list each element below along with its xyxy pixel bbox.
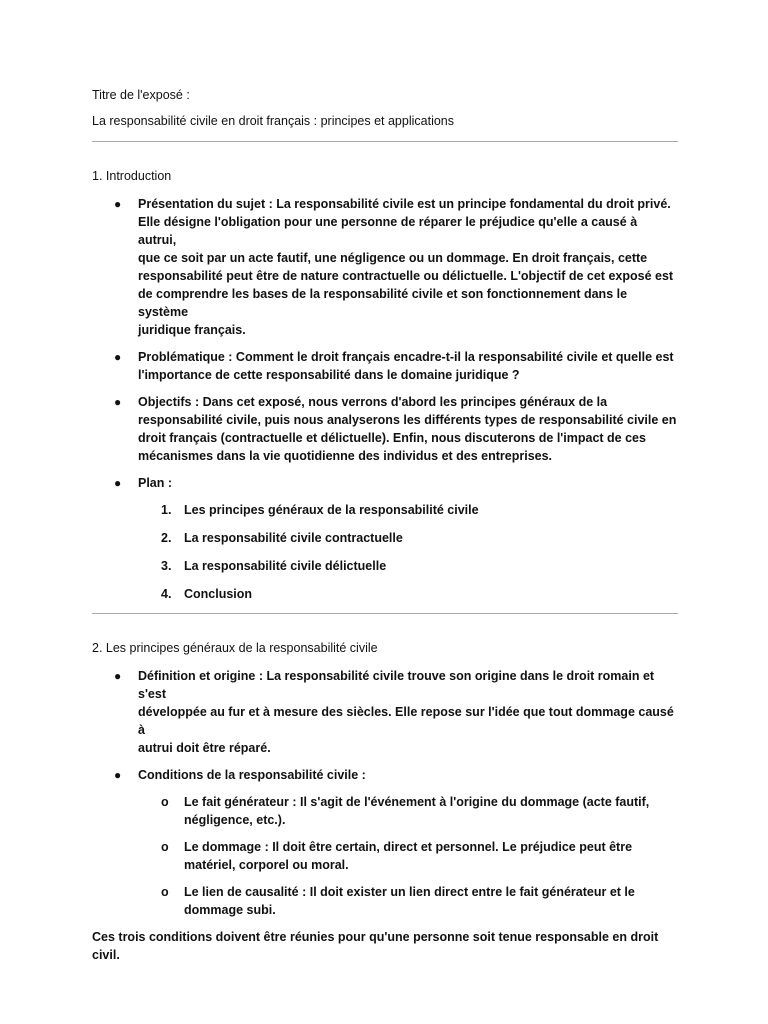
list-item — [92, 474, 678, 492]
plan-text: Conclusion — [184, 587, 253, 601]
bullet-icon: ● — [114, 669, 122, 683]
bullet-line: Plan : — [138, 476, 173, 490]
closing-paragraph — [92, 928, 678, 964]
bullet-icon: ● — [114, 768, 122, 782]
plan-number: 1. — [161, 503, 172, 517]
condition-line: dommage subi. — [184, 903, 276, 917]
list-item — [92, 393, 678, 465]
bullet-icon: ● — [114, 476, 122, 490]
bullet-line: Objectifs : Dans cet exposé, nous verrons d'abord les principes généraux de la — [138, 395, 608, 409]
document-page — [92, 86, 678, 964]
condition-item — [92, 838, 678, 874]
section-heading-principes: 2. Les principes généraux de la responsabilité civile — [92, 641, 378, 655]
bullet-line: mécanismes dans la vie quotidienne des individus et des entreprises. — [138, 449, 553, 463]
plan-text: La responsabilité civile contractuelle — [184, 531, 403, 545]
circle-bullet-icon: o — [161, 840, 169, 854]
bullet-icon: ● — [114, 395, 122, 409]
bullet-line: autrui doit être réparé. — [138, 741, 271, 755]
bullet-line: responsabilité peut être de nature contractuelle ou délictuelle. L'objectif de cet exposé est — [138, 269, 674, 283]
closing-line: Ces trois conditions doivent être réunies pour qu'une personne soit tenue responsable en droit — [92, 930, 659, 944]
plan-text: Les principes généraux de la responsabilité civile — [184, 503, 479, 517]
list-item — [92, 348, 678, 384]
condition-line: Le dommage : Il doit être certain, direct et personnel. Le préjudice peut être — [184, 840, 633, 854]
condition-line: Le lien de causalité : Il doit exister un lien direct entre le fait générateur et le — [184, 885, 635, 899]
bullet-line: Problématique : Comment le droit français encadre-t-il la responsabilité civile et quelle est — [138, 350, 674, 364]
condition-item — [92, 793, 678, 829]
list-item — [92, 667, 678, 757]
circle-bullet-icon: o — [161, 885, 169, 899]
bullet-line: juridique français. — [138, 323, 246, 337]
condition-item — [92, 883, 678, 919]
bullet-line: que ce soit par un acte fautif, une négligence ou un dommage. En droit français, cette — [138, 251, 648, 265]
plan-number: 2. — [161, 531, 172, 545]
plan-item — [92, 557, 678, 575]
bullet-line: responsabilité civile, puis nous analyserons les différents types de responsabilité civile en — [138, 413, 677, 427]
bullet-line: Présentation du sujet : La responsabilité civile est un principe fondamental du droit privé. — [138, 197, 671, 211]
bullet-line: Elle désigne l'obligation pour une personne de réparer le préjudice qu'elle a causé à autrui, — [138, 215, 638, 247]
condition-line: négligence, etc.). — [184, 813, 286, 827]
list-item — [92, 195, 678, 339]
title-label: Titre de l'exposé : — [92, 88, 190, 102]
closing-line: civil. — [92, 948, 120, 962]
introduction-list — [92, 195, 678, 492]
bullet-icon: ● — [114, 350, 122, 364]
bullet-line: Définition et origine : La responsabilité civile trouve son origine dans le droit romain et s'est — [138, 669, 655, 701]
bullet-line: l'importance de cette responsabilité dans le domaine juridique ? — [138, 368, 520, 382]
bullet-line: développée au fur et à mesure des siècles. Elle repose sur l'idée que tout dommage causé à — [138, 705, 674, 737]
plan-number: 4. — [161, 587, 172, 601]
list-item — [92, 766, 678, 784]
plan-item — [92, 501, 678, 519]
condition-line: matériel, corporel ou moral. — [184, 858, 349, 872]
bullet-line: droit français (contractuelle et délictuelle). Enfin, nous discuterons de l'impact de ces — [138, 431, 646, 445]
plan-item — [92, 585, 678, 603]
plan-text: La responsabilité civile délictuelle — [184, 559, 387, 573]
bullet-line: de comprendre les bases de la responsabilité civile et son fonctionnement dans le système — [138, 287, 628, 319]
condition-line: Le fait générateur : Il s'agit de l'événement à l'origine du dommage (acte fautif, — [184, 795, 650, 809]
section-heading-introduction: 1. Introduction — [92, 169, 172, 183]
conditions-list — [92, 793, 678, 919]
plan-list — [92, 501, 678, 603]
principes-list — [92, 667, 678, 784]
bullet-icon: ● — [114, 197, 122, 211]
plan-number: 3. — [161, 559, 172, 573]
circle-bullet-icon: o — [161, 795, 169, 809]
bullet-line: Conditions de la responsabilité civile : — [138, 768, 366, 782]
document-title: La responsabilité civile en droit français : principes et applications — [92, 114, 454, 128]
plan-item — [92, 529, 678, 547]
